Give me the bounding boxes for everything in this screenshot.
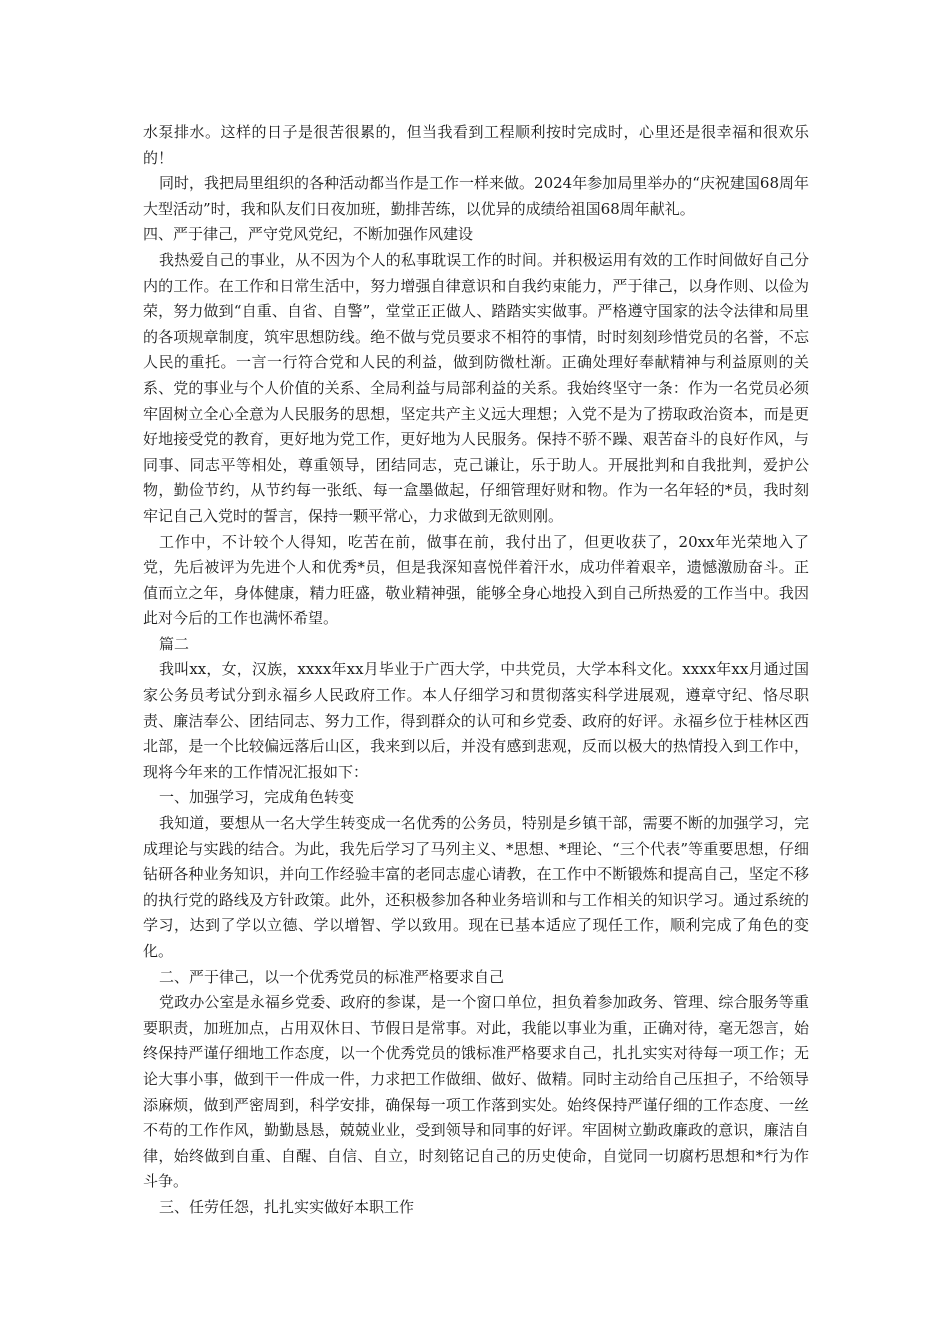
part-heading-2: 篇二	[159, 634, 190, 653]
section-heading-3: 三、任劳任怨，扎扎实实做好本职工作	[159, 1197, 415, 1216]
document-page	[143, 120, 809, 1221]
paragraph-office-duties: 党政办公室是永福乡党委、政府的参谋，是一个窗口单位，担负着参加政务、管理、综合服务等重要职责，加班加点，占用双休日、节假日是常事。对此，我能以事业为重，正确对待，毫无怨言，始终保持严谨仔细地工作态度，以一个优秀党员的饿标准严格要求自己，扎扎实实对待每一项工作；无论大事小事，做到干一件成一件，力求把工作做细、做好、做精。同时主动给自己压担子，不给领导添麻烦，做到严密周到，科学安排，确保每一项工作落到实处。始终保持严谨仔细的工作态度、一丝不苟的工作作风，勤勤恳恳，兢兢业业，受到领导和同事的好评。牢固树立勤政廉政的意识，廉洁自律，始终做到自重、自醒、自信、自立，时刻铭记自己的历史使命，自觉同一切腐朽思想和*行为作斗争。	[143, 993, 809, 1191]
paragraph-work-summary: 工作中，不计较个人得知，吃苦在前，做事在前，我付出了，但更收获了，20xx年光荣地入了党，先后被评为先进个人和优秀*员，但是我深知喜悦伴着汗水，成功伴着艰辛，遗憾激励奋斗。正值而立之年，身体健康，精力旺盛，敬业精神强，能够全身心地投入到自己所热爱的工作当中。我因此对今后的工作也满怀希望。	[143, 532, 809, 628]
paragraph-continued: 水泵排水。这样的日子是很苦很累的，但当我看到工程顺利按时完成时，心里还是很幸福和很欢乐的！	[143, 123, 809, 167]
section-heading-1: 一、加强学习，完成角色转变	[159, 788, 355, 807]
paragraph-activities: 同时，我把局里组织的各种活动都当作是工作一样来做。2024年参加局里举办的“庆祝建国68周年大型活动”时，我和队友们日夜加班，勤排苦练，以优异的成绩给祖国68周年献礼。	[143, 174, 809, 218]
section-heading-4: 四、严于律己，严守党风党纪，不断加强作风建设	[143, 225, 474, 244]
paragraph-learning: 我知道，要想从一名大学生转变成一名优秀的公务员，特别是乡镇干部，需要不断的加强学习，完成理论与实践的结合。为此，我先后学习了马列主义、*思想、*理论、“三个代表”等重要思想，仔细钻研各种业务知识，并向工作经验丰富的老同志虚心请教，在工作中不断锻炼和提高自己，坚定不移的执行党的路线及方针政策。此外，还积极参加各种业务培训和与工作相关的知识学习。通过系统的学习，达到了学以立德、学以增智、学以致用。现在已基本适应了现任工作，顺利完成了角色的变化。	[143, 814, 809, 960]
section-heading-2: 二、严于律己，以一个优秀党员的标准严格要求自己	[159, 967, 505, 986]
paragraph-introduction: 我叫xx，女，汉族，xxxx年xx月毕业于广西大学，中共党员，大学本科文化。xxxx年xx月通过国家公务员考试分到永福乡人民政府工作。本人仔细学习和贯彻落实科学进展观，遵章守纪、恪尽职责、廉洁奉公、团结同志、努力工作，得到群众的认可和乡党委、政府的好评。永福乡位于桂林区西北部，是一个比较偏远落后山区，我来到以后，并没有感到悲观，反而以极大的热情投入到工作中，现将今年来的工作情况汇报如下：	[143, 660, 809, 781]
paragraph-discipline: 我热爱自己的事业，从不因为个人的私事耽误工作的时间。并积极运用有效的工作时间做好自己分内的工作。在工作和日常生活中，努力增强自律意识和自我约束能力，严于律己，以身作则、以俭为荣，努力做到“自重、自省、自警”，堂堂正正做人、踏踏实实做事。严格遵守国家的法令法律和局里的各项规章制度，筑牢思想防线。绝不做与党员要求不相符的事情，时时刻刻珍惜党员的名誉，不忘人民的重托。一言一行符合党和人民的利益，做到防微杜渐。正确处理好奉献精神与利益原则的关系、党的事业与个人价值的关系、全局利益与局部利益的关系。我始终坚守一条：作为一名党员必须牢固树立全心全意为人民服务的思想，坚定共产主义远大理想；入党不是为了捞取政治资本，而是更好地接受党的教育，更好地为党工作，更好地为人民服务。保持不骄不躁、艰苦奋斗的良好作风，与同事、同志平等相处，尊重领导，团结同志，克己谦让，乐于助人。开展批判和自我批判，爱护公物，勤俭节约，从节约每一张纸、每一盒墨做起，仔细管理好财和物。作为一名年轻的*员，我时刻牢记自己入党时的誓言，保持一颗平常心，力求做到无欲则刚。	[143, 250, 809, 525]
